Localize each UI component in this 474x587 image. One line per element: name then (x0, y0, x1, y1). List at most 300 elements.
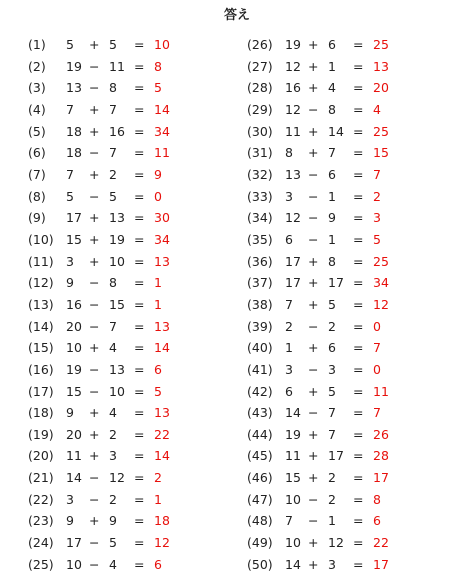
problem-number: (30) (247, 123, 273, 139)
operand-a: 14 (285, 405, 301, 421)
problem-number: (23) (28, 513, 54, 529)
operand-a: 15 (66, 383, 82, 399)
problem-number: (3) (28, 80, 46, 96)
answer: 6 (154, 361, 162, 377)
answer: 13 (154, 253, 170, 269)
operator: + (308, 145, 319, 161)
operand-a: 7 (285, 296, 293, 312)
equals-sign: = (134, 123, 145, 139)
operator: + (308, 58, 319, 74)
problem-number: (50) (247, 556, 273, 572)
operator: + (308, 296, 319, 312)
operand-b: 5 (109, 188, 117, 204)
operand-b: 8 (109, 275, 117, 291)
problem-number: (14) (28, 318, 54, 334)
operand-b: 7 (328, 426, 336, 442)
answer: 13 (154, 405, 170, 421)
operator: + (308, 470, 319, 486)
operator: − (89, 556, 100, 572)
equals-sign: = (353, 491, 364, 507)
answer: 6 (154, 556, 162, 572)
operand-a: 2 (285, 318, 293, 334)
problem-number: (47) (247, 491, 273, 507)
operator: + (89, 448, 100, 464)
operand-b: 2 (109, 426, 117, 442)
problem-number: (38) (247, 296, 273, 312)
operand-a: 20 (66, 426, 82, 442)
operand-b: 8 (328, 253, 336, 269)
operator: + (308, 37, 319, 52)
problem-number: (36) (247, 253, 273, 269)
equals-sign: = (134, 275, 145, 291)
equals-sign: = (353, 210, 364, 226)
operand-a: 10 (66, 556, 82, 572)
operand-a: 9 (66, 513, 74, 529)
answer: 20 (373, 80, 389, 96)
problem-number: (37) (247, 275, 273, 291)
operator: − (89, 491, 100, 507)
operand-a: 15 (66, 231, 82, 247)
answer: 0 (373, 318, 381, 334)
problem-number: (29) (247, 101, 273, 117)
equals-sign: = (134, 166, 145, 182)
answer: 13 (154, 318, 170, 334)
answer: 15 (373, 145, 389, 161)
answer: 34 (154, 231, 170, 247)
operand-b: 2 (328, 491, 336, 507)
equals-sign: = (353, 123, 364, 139)
operand-a: 19 (285, 426, 301, 442)
problem-number: (2) (28, 58, 46, 74)
operand-a: 3 (285, 188, 293, 204)
operator: + (89, 123, 100, 139)
answer: 1 (154, 296, 162, 312)
operand-b: 3 (109, 448, 117, 464)
equals-sign: = (134, 361, 145, 377)
operator: − (308, 361, 319, 377)
problem-number: (39) (247, 318, 273, 334)
operand-b: 8 (328, 101, 336, 117)
operand-b: 4 (109, 556, 117, 572)
operand-a: 13 (66, 80, 82, 96)
equals-sign: = (353, 340, 364, 356)
operand-b: 7 (328, 405, 336, 421)
answer: 11 (373, 383, 389, 399)
problem-number: (45) (247, 448, 273, 464)
answer: 34 (373, 275, 389, 291)
answer: 28 (373, 448, 389, 464)
equals-sign: = (134, 145, 145, 161)
answer: 25 (373, 253, 389, 269)
answer: 10 (154, 37, 170, 52)
operator: − (308, 491, 319, 507)
answer: 11 (154, 145, 170, 161)
operand-b: 6 (328, 340, 336, 356)
equals-sign: = (134, 231, 145, 247)
operator: + (308, 383, 319, 399)
operand-b: 6 (328, 166, 336, 182)
answer: 3 (373, 210, 381, 226)
operand-a: 13 (285, 166, 301, 182)
operand-a: 16 (66, 296, 82, 312)
operand-a: 19 (66, 361, 82, 377)
answer: 8 (154, 58, 162, 74)
equals-sign: = (353, 383, 364, 399)
equals-sign: = (134, 405, 145, 421)
answer: 12 (154, 535, 170, 551)
operand-b: 2 (109, 491, 117, 507)
operator: − (89, 318, 100, 334)
operator: − (89, 275, 100, 291)
operand-b: 10 (109, 253, 125, 269)
answer: 22 (373, 535, 389, 551)
problem-number: (4) (28, 101, 46, 117)
operand-a: 12 (285, 101, 301, 117)
operand-a: 10 (66, 340, 82, 356)
problem-number: (40) (247, 340, 273, 356)
operator: + (89, 253, 100, 269)
operator: + (308, 556, 319, 572)
operand-b: 2 (328, 470, 336, 486)
operator: + (89, 231, 100, 247)
answer: 1 (154, 491, 162, 507)
equals-sign: = (134, 37, 145, 52)
operand-a: 15 (285, 470, 301, 486)
problem-number: (21) (28, 470, 54, 486)
equals-sign: = (353, 275, 364, 291)
equals-sign: = (134, 296, 145, 312)
problem-number: (6) (28, 145, 46, 161)
operator: − (89, 145, 100, 161)
operand-a: 20 (66, 318, 82, 334)
operand-b: 1 (328, 513, 336, 529)
operator: − (89, 188, 100, 204)
equals-sign: = (353, 166, 364, 182)
operator: + (308, 123, 319, 139)
answer: 18 (154, 513, 170, 529)
problem-number: (33) (247, 188, 273, 204)
operand-a: 5 (66, 37, 74, 52)
answer: 14 (154, 101, 170, 117)
operand-b: 7 (328, 145, 336, 161)
operand-a: 12 (285, 210, 301, 226)
equals-sign: = (134, 210, 145, 226)
operand-b: 5 (109, 535, 117, 551)
equals-sign: = (353, 145, 364, 161)
equals-sign: = (353, 58, 364, 74)
equals-sign: = (134, 383, 145, 399)
operator: − (308, 166, 319, 182)
operator: − (89, 58, 100, 74)
equals-sign: = (353, 101, 364, 117)
operand-b: 6 (328, 37, 336, 52)
problem-number: (13) (28, 296, 54, 312)
answer: 25 (373, 37, 389, 52)
operator: + (308, 80, 319, 96)
problem-number: (32) (247, 166, 273, 182)
operator: − (89, 470, 100, 486)
equals-sign: = (353, 37, 364, 52)
answer: 34 (154, 123, 170, 139)
equals-sign: = (353, 405, 364, 421)
problem-number: (27) (247, 58, 273, 74)
operator: − (308, 101, 319, 117)
operator: + (89, 405, 100, 421)
operator: + (89, 210, 100, 226)
operand-b: 9 (328, 210, 336, 226)
equals-sign: = (134, 513, 145, 529)
operand-b: 15 (109, 296, 125, 312)
equals-sign: = (134, 58, 145, 74)
operator: + (308, 253, 319, 269)
problem-number: (44) (247, 426, 273, 442)
operand-a: 3 (285, 361, 293, 377)
operand-a: 9 (66, 275, 74, 291)
answer: 9 (154, 166, 162, 182)
answer: 1 (154, 275, 162, 291)
operator: − (308, 188, 319, 204)
equals-sign: = (353, 556, 364, 572)
equals-sign: = (134, 556, 145, 572)
operator: − (308, 231, 319, 247)
answer: 4 (373, 101, 381, 117)
operand-b: 7 (109, 145, 117, 161)
operand-b: 1 (328, 58, 336, 74)
operator: + (308, 535, 319, 551)
problem-number: (49) (247, 535, 273, 551)
operand-b: 5 (328, 296, 336, 312)
equals-sign: = (134, 448, 145, 464)
equals-sign: = (353, 448, 364, 464)
operand-b: 17 (328, 448, 344, 464)
operand-b: 3 (328, 361, 336, 377)
answer: 6 (373, 513, 381, 529)
operand-a: 19 (285, 37, 301, 52)
operand-a: 3 (66, 491, 74, 507)
equals-sign: = (353, 361, 364, 377)
operator: + (89, 426, 100, 442)
answer: 14 (154, 340, 170, 356)
problem-number: (22) (28, 491, 54, 507)
operator: + (89, 513, 100, 529)
problem-number: (15) (28, 340, 54, 356)
operator: + (89, 166, 100, 182)
answer: 5 (154, 383, 162, 399)
operator: + (89, 37, 100, 52)
answer: 7 (373, 405, 381, 421)
equals-sign: = (353, 80, 364, 96)
operand-a: 17 (285, 253, 301, 269)
operand-b: 14 (328, 123, 344, 139)
operator: − (89, 361, 100, 377)
answer: 25 (373, 123, 389, 139)
operand-a: 11 (285, 448, 301, 464)
operand-b: 7 (109, 318, 117, 334)
operand-b: 8 (109, 80, 117, 96)
operator: − (89, 535, 100, 551)
equals-sign: = (134, 340, 145, 356)
equals-sign: = (134, 188, 145, 204)
operator: + (308, 448, 319, 464)
problem-number: (12) (28, 275, 54, 291)
problem-number: (34) (247, 210, 273, 226)
problem-number: (20) (28, 448, 54, 464)
operand-a: 7 (66, 166, 74, 182)
answer: 2 (373, 188, 381, 204)
operand-a: 11 (66, 448, 82, 464)
answer: 17 (373, 470, 389, 486)
operand-a: 17 (285, 275, 301, 291)
operand-b: 2 (109, 166, 117, 182)
answer: 22 (154, 426, 170, 442)
problem-number: (26) (247, 37, 273, 52)
problem-number: (25) (28, 556, 54, 572)
operator: − (89, 296, 100, 312)
operator: + (308, 426, 319, 442)
equals-sign: = (353, 470, 364, 486)
operand-a: 14 (66, 470, 82, 486)
operand-a: 1 (285, 340, 293, 356)
operand-b: 17 (328, 275, 344, 291)
problem-number: (28) (247, 80, 273, 96)
answer: 7 (373, 340, 381, 356)
operator: + (308, 275, 319, 291)
operand-a: 17 (66, 210, 82, 226)
operand-a: 11 (285, 123, 301, 139)
operator: + (89, 340, 100, 356)
page-title: 答え (223, 8, 250, 23)
operand-b: 10 (109, 383, 125, 399)
problem-number: (7) (28, 166, 46, 182)
answer: 0 (154, 188, 162, 204)
operand-a: 16 (285, 80, 301, 96)
operand-a: 18 (66, 123, 82, 139)
answer: 26 (373, 426, 389, 442)
problem-number: (5) (28, 123, 46, 139)
operand-b: 7 (109, 101, 117, 117)
operand-a: 6 (285, 231, 293, 247)
operator: − (308, 405, 319, 421)
equals-sign: = (353, 296, 364, 312)
operand-b: 2 (328, 318, 336, 334)
operand-a: 7 (66, 101, 74, 117)
problem-number: (43) (247, 405, 273, 421)
answer: 12 (373, 296, 389, 312)
operand-a: 7 (285, 513, 293, 529)
operand-b: 4 (109, 405, 117, 421)
problem-number: (8) (28, 188, 46, 204)
operator: − (89, 80, 100, 96)
operand-a: 19 (66, 58, 82, 74)
problem-number: (31) (247, 145, 273, 161)
operand-b: 3 (328, 556, 336, 572)
equals-sign: = (353, 318, 364, 334)
equals-sign: = (134, 426, 145, 442)
equals-sign: = (353, 253, 364, 269)
operand-b: 4 (328, 80, 336, 96)
problem-number: (46) (247, 470, 273, 486)
problem-number: (16) (28, 361, 54, 377)
equals-sign: = (353, 188, 364, 204)
equals-sign: = (134, 101, 145, 117)
problem-number: (19) (28, 426, 54, 442)
operand-b: 4 (109, 340, 117, 356)
answer: 5 (154, 80, 162, 96)
operand-b: 5 (328, 383, 336, 399)
operand-a: 12 (285, 58, 301, 74)
problem-number: (42) (247, 383, 273, 399)
operand-b: 13 (109, 361, 125, 377)
operand-a: 5 (66, 188, 74, 204)
equals-sign: = (134, 253, 145, 269)
operator: − (89, 383, 100, 399)
operator: + (308, 340, 319, 356)
equals-sign: = (134, 535, 145, 551)
operand-b: 16 (109, 123, 125, 139)
operand-a: 6 (285, 383, 293, 399)
problem-number: (24) (28, 535, 54, 551)
problem-number: (41) (247, 361, 273, 377)
operand-a: 10 (285, 535, 301, 551)
operand-b: 5 (109, 37, 117, 52)
answer: 30 (154, 210, 170, 226)
equals-sign: = (134, 318, 145, 334)
operator: − (308, 513, 319, 529)
answer: 14 (154, 448, 170, 464)
answer: 0 (373, 361, 381, 377)
operand-a: 3 (66, 253, 74, 269)
answer: 13 (373, 58, 389, 74)
problem-number: (48) (247, 513, 273, 529)
equals-sign: = (353, 426, 364, 442)
equals-sign: = (353, 513, 364, 529)
operand-a: 14 (285, 556, 301, 572)
operand-b: 12 (328, 535, 344, 551)
operand-b: 12 (109, 470, 125, 486)
operand-b: 19 (109, 231, 125, 247)
problem-number: (35) (247, 231, 273, 247)
operand-a: 17 (66, 535, 82, 551)
operand-a: 18 (66, 145, 82, 161)
operand-b: 11 (109, 58, 125, 74)
answer: 2 (154, 470, 162, 486)
equals-sign: = (134, 80, 145, 96)
equals-sign: = (134, 470, 145, 486)
problem-number: (18) (28, 405, 54, 421)
operand-b: 1 (328, 231, 336, 247)
operand-b: 9 (109, 513, 117, 529)
answer: 7 (373, 166, 381, 182)
operand-a: 8 (285, 145, 293, 161)
problem-number: (17) (28, 383, 54, 399)
equals-sign: = (353, 231, 364, 247)
operand-b: 1 (328, 188, 336, 204)
problem-number: (10) (28, 231, 54, 247)
operand-a: 9 (66, 405, 74, 421)
equals-sign: = (134, 491, 145, 507)
operand-b: 13 (109, 210, 125, 226)
operator: − (308, 210, 319, 226)
problem-number: (11) (28, 253, 54, 269)
problem-number: (1) (28, 37, 46, 52)
answer: 5 (373, 231, 381, 247)
answer: 8 (373, 491, 381, 507)
operator: + (89, 101, 100, 117)
operator: − (308, 318, 319, 334)
problem-number: (9) (28, 210, 46, 226)
answer: 17 (373, 556, 389, 572)
operand-a: 10 (285, 491, 301, 507)
